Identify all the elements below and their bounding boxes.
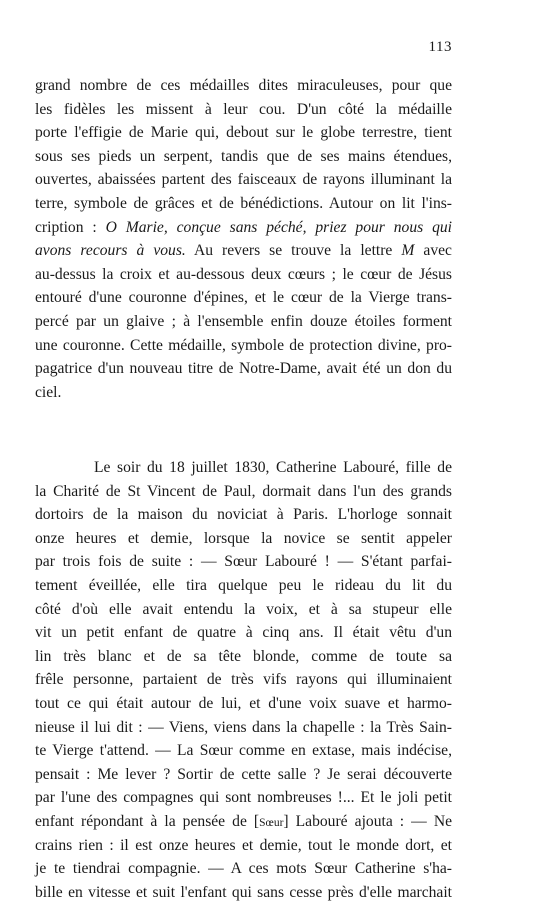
- text-line: entouré d'une couronne d'épines, et le cœur de la Vierge trans-: [35, 289, 452, 307]
- text-line: bille en vitesse et suit l'enfant qui sans cesse près d'elle marchait: [35, 883, 452, 901]
- text-line: vit un petit enfant de quatre à cinq ans. Il était vêtu d'un: [35, 624, 452, 642]
- text-line: une couronne. Cette médaille, symbole de protection divine, pro-: [35, 336, 452, 354]
- text-line: je te tiendrai compagnie. — A ces mots Sœur Catherine s'ha-: [35, 860, 452, 878]
- text-line: tement éveillée, elle tira quelque peu le rideau du lit du: [35, 576, 452, 594]
- text-line: percé par un glaive ; à l'ensemble enfin douze étoiles forment: [35, 312, 452, 330]
- text-line: terre, symbole de grâces et de bénédictions. Autour on lit l'ins-: [35, 194, 452, 212]
- text-line: [35, 239, 452, 263]
- text-line: par l'une des compagnes qui sont nombreuses !... Et le joli petit: [35, 789, 452, 807]
- text-line: [35, 810, 452, 834]
- text-line: [35, 216, 452, 240]
- italic-inscription: avons recours à vous.: [35, 242, 186, 260]
- page-number: 113: [428, 39, 452, 55]
- text-line: ouvertes, abaissées partent des faisceaux de rayons illuminant la: [35, 171, 452, 189]
- text-line: porte l'effigie de Marie qui, debout sur le globe terrestre, tient: [35, 124, 452, 142]
- paragraph-1: [35, 74, 452, 404]
- italic-inscription: O Marie, conçue sans péché, priez pour nous qui: [105, 218, 452, 236]
- text-fragment: avec: [423, 242, 452, 260]
- text-line: dortoirs de la maison du noviciat à Paris. L'horloge sonnait: [35, 506, 452, 524]
- italic-letter: M: [401, 242, 415, 260]
- text-line: sous ses pieds un serpent, tandis que de ses mains étendues,: [35, 147, 452, 165]
- text-line: crains rien : il est onze heures et demie, tout le monde dort, et: [35, 836, 452, 854]
- text-line: ciel.: [35, 383, 62, 401]
- text-line: les fidèles les missent à leur cou. D'un côté la médaille: [35, 100, 452, 118]
- text-line: lin très blanc et de sa tête blonde, comme de toute sa: [35, 647, 452, 665]
- text-line: la Charité de St Vincent de Paul, dormait dans l'un des grands: [35, 482, 452, 500]
- text-fragment: enfant répondant à la pensée de [: [35, 812, 260, 830]
- text-line: pensait : Me lever ? Sortir de cette salle ? Je serai découverte: [35, 765, 452, 783]
- text-line: grand nombre de ces médailles dites miraculeuses, pour que: [35, 77, 452, 94]
- small-caps-word: Sœur: [259, 816, 284, 829]
- text-fragment: ] Labouré ajouta : — Ne: [283, 812, 452, 830]
- text-line: frêle personne, partaient de très vifs rayons qui illuminaient: [35, 671, 452, 689]
- text-line: pagatrice d'un nouveau titre de Notre-Dame, avait été un don du: [35, 360, 452, 378]
- text-line: onze heures et demie, lorsque la novice se sentit appeler: [35, 529, 452, 547]
- text-line: au-dessus la croix et au-dessous deux cœurs ; le cœur de Jésus: [35, 265, 452, 283]
- text-line: Le soir du 18 juillet 1830, Catherine Labouré, fille de: [94, 459, 452, 476]
- text-line: nieuse il lui dit : — Viens, viens dans la chapelle : la Très Sain-: [35, 718, 452, 736]
- text-fragment: Au revers se trouve la lettre: [193, 242, 393, 260]
- text-fragment: cription :: [35, 218, 97, 236]
- text-line: tout ce qui était autour de lui, et d'une voix suave et harmo-: [35, 694, 452, 712]
- paragraph-2: [35, 456, 452, 904]
- text-line: te Vierge t'attend. — La Sœur comme en extase, mais indécise,: [35, 742, 452, 760]
- text-line: côté d'où elle avait entendu la voix, et à sa stupeur elle: [35, 600, 452, 618]
- text-line: par trois fois de suite : — Sœur Labouré ! — S'étant parfai-: [35, 553, 452, 571]
